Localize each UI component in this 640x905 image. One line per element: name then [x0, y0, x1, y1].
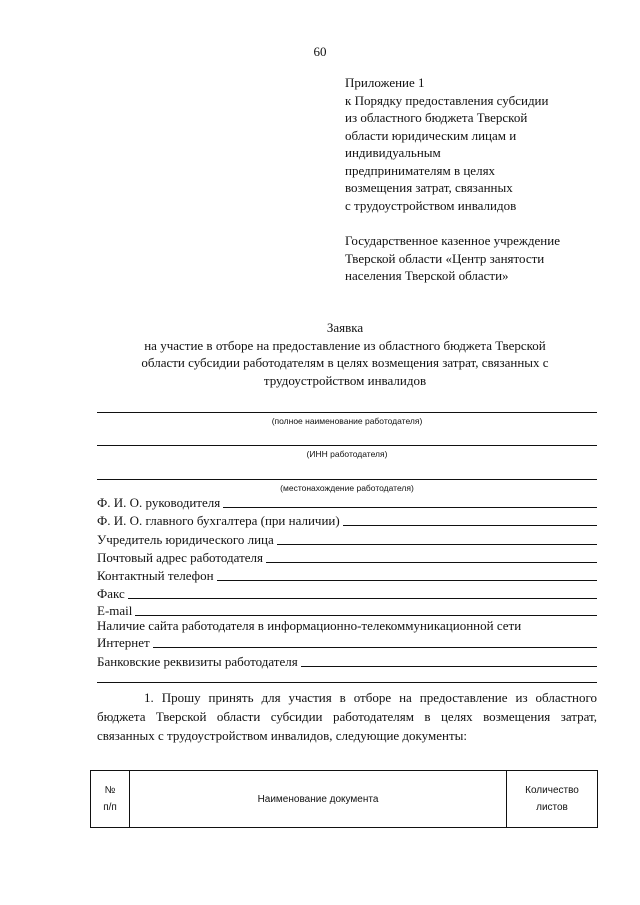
table-header-row: [91, 771, 598, 828]
email-line: [135, 615, 597, 616]
inn-caption: (ИНН работодателя): [306, 449, 388, 459]
website-line: [153, 647, 597, 648]
appendix-block: [345, 74, 615, 214]
website-field[interactable]: [97, 633, 597, 651]
bank-details-label: Банковские реквизиты работодателя: [97, 654, 298, 669]
appendix-line: возмещения затрат, связанных: [345, 180, 513, 195]
header-count: Количество: [525, 785, 579, 796]
addressee-line: Государственное казенное учреждение: [345, 233, 560, 248]
application-subtitle-line: трудоустройством инвалидов: [263, 372, 427, 388]
postal-address-label: Почтовый адрес работодателя: [97, 550, 263, 565]
fax-label: Факс: [97, 586, 125, 601]
header-number: №: [104, 785, 116, 796]
phone-line: [217, 580, 597, 581]
director-line: [223, 507, 597, 508]
header-name-cell: Наименование документа: [130, 771, 507, 828]
employer-name-caption: (полное наименование работодателя): [271, 416, 423, 426]
email-label: E-mail: [97, 603, 133, 618]
bank-details-field[interactable]: [97, 652, 597, 670]
employer-name-field[interactable]: [97, 412, 597, 426]
appendix-line: к Порядку предоставления субсидии: [345, 92, 549, 108]
email-field[interactable]: [97, 601, 597, 619]
addressee-line: населения Тверской области»: [345, 268, 509, 283]
bank-details-line: [301, 666, 597, 667]
application-subtitle-line: на участие в отборе на предоставление из областного бюджета Тверской: [144, 337, 546, 353]
director-field[interactable]: [97, 493, 597, 511]
appendix-line: с трудоустройством инвалидов: [345, 197, 517, 213]
accountant-label: Ф. И. О. главного бухгалтера (при наличии): [97, 513, 340, 528]
header-number-sub: п/п: [103, 802, 117, 813]
website-label: Наличие сайта работодателя в информационно-телекоммуникационной сети: [97, 618, 522, 633]
appendix-line: индивидуальным: [345, 145, 441, 160]
director-label: Ф. И. О. руководителя: [97, 495, 221, 510]
fax-field[interactable]: [97, 584, 597, 602]
postal-address-line: [266, 562, 597, 563]
location-line: [97, 479, 597, 480]
page-number: 60: [313, 44, 327, 59]
founder-line: [277, 544, 597, 545]
website-label-cont: Интернет: [97, 635, 150, 650]
appendix-line: области юридическим лицам и: [345, 127, 517, 143]
phone-field[interactable]: [97, 566, 597, 584]
header-count-sub: листов: [536, 802, 568, 813]
inn-line: [97, 445, 597, 446]
employer-name-line: [97, 412, 597, 413]
phone-label: Контактный телефон: [97, 568, 214, 583]
appendix-line: Приложение 1: [345, 75, 425, 90]
documents-paragraph: 1. Прошу принять для участия в отборе на предоставление из областного бюджета Тверской области субсидии работодателям в целях возмещения затрат, связанных с трудоустройством инвалидов, следующие документы:: [97, 690, 597, 743]
location-field[interactable]: [97, 479, 597, 493]
fax-line: [128, 598, 597, 599]
postal-address-field[interactable]: [97, 548, 597, 566]
accountant-line: [343, 525, 597, 526]
header-count-cell: [507, 771, 598, 828]
location-caption: (местонахождение работодателя): [280, 483, 414, 493]
founder-field[interactable]: [97, 530, 597, 548]
application-subtitle-line: области субсидии работодателям в целях возмещения затрат, связанных с: [141, 355, 549, 370]
documents-table: [90, 770, 598, 828]
header-number-cell: [91, 771, 130, 828]
appendix-line: из областного бюджета Тверской: [345, 110, 528, 125]
application-title: Заявка: [326, 320, 364, 335]
addressee-line: Тверской области «Центр занятости: [345, 250, 545, 266]
founder-label: Учредитель юридического лица: [97, 532, 274, 547]
addressee-block: [345, 232, 615, 285]
bank-details-line-2[interactable]: [97, 682, 597, 683]
inn-field[interactable]: [97, 445, 597, 459]
appendix-line: предпринимателям в целях: [345, 162, 496, 178]
accountant-field[interactable]: [97, 511, 597, 529]
application-title-block: [95, 319, 595, 389]
